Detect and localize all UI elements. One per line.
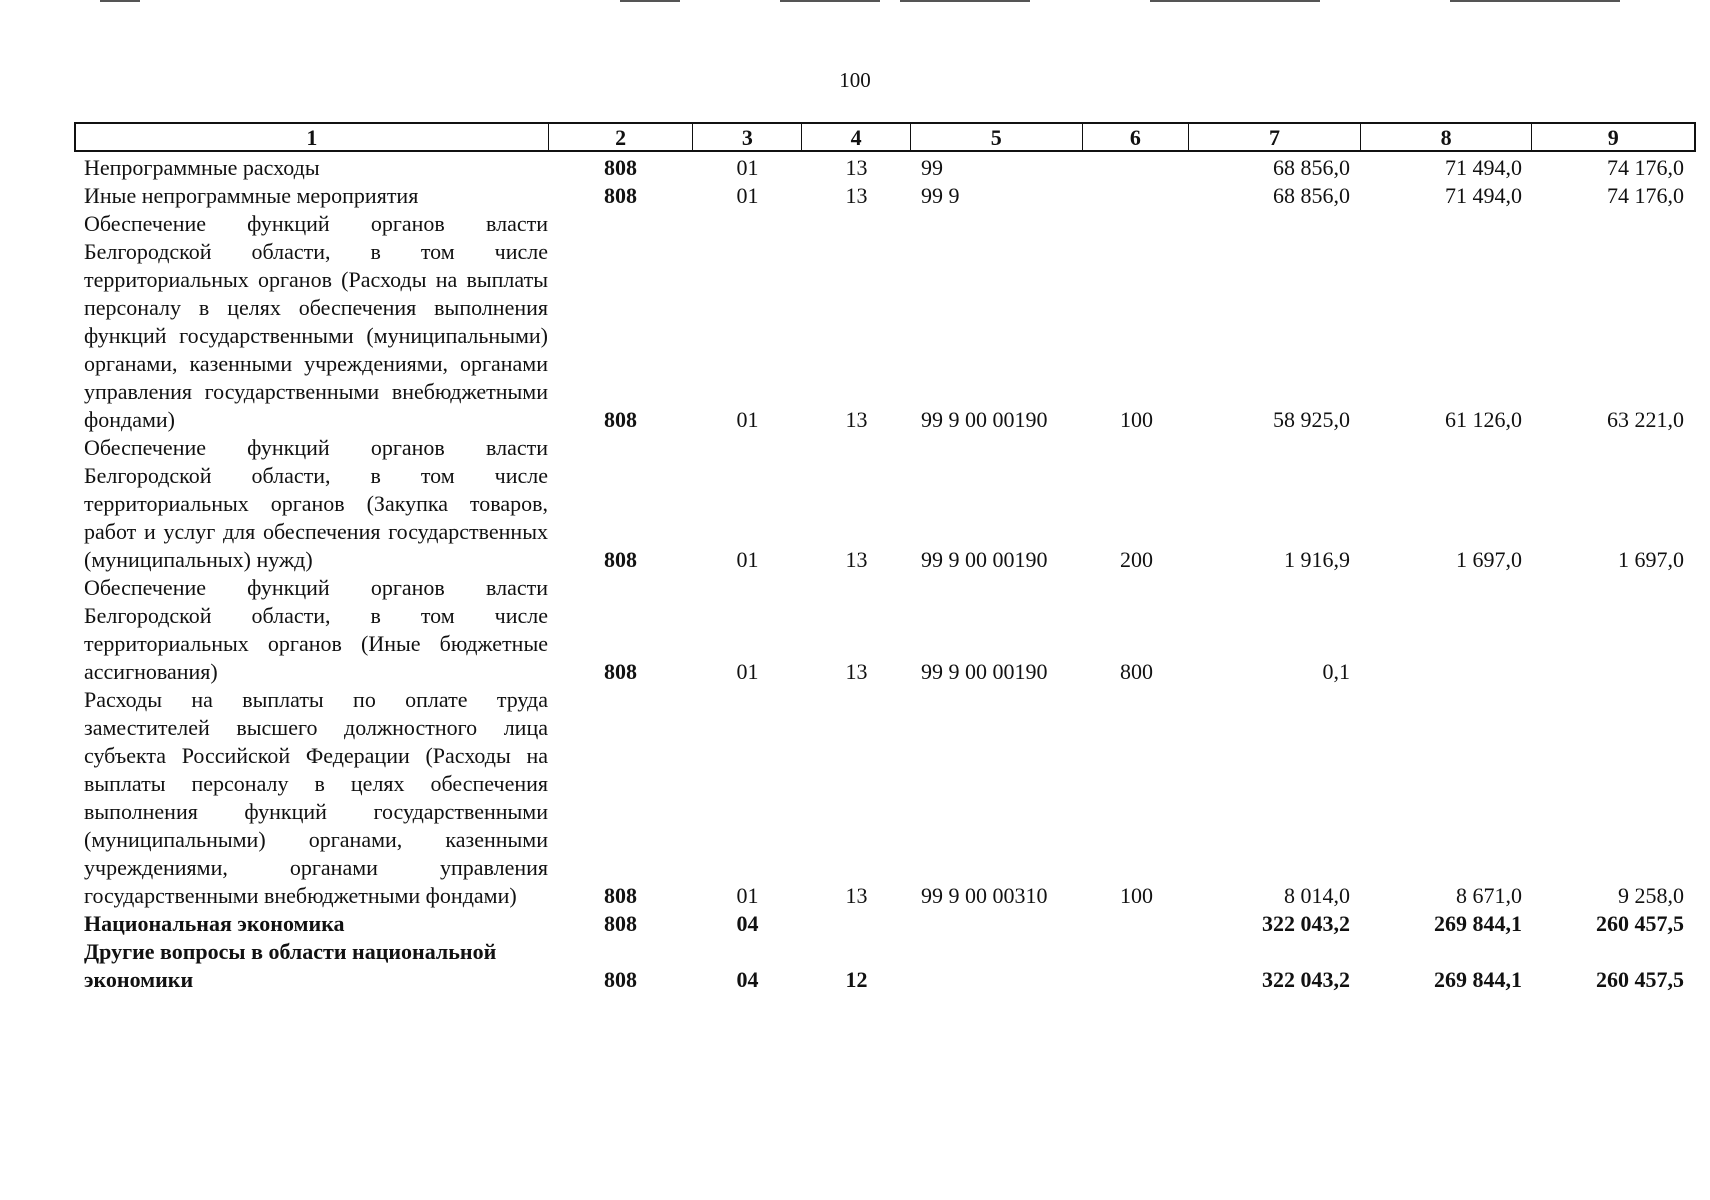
amount-col-7: 68 856,0 [1273, 155, 1350, 180]
header-col-8: 8 [1361, 124, 1533, 150]
admin-code: 808 [604, 883, 637, 908]
admin-code: 808 [604, 967, 637, 992]
expense-name: Расходы на выплаты по оплате труда заместителей высшего должностного лица субъекта Российской Федерации (Расходы на выплаты персоналу в целях обеспечения выполнения функций государственными (муниципальными) органами, казенными учреждениями, органами управления государственными внебюджетными фондами) [84, 687, 548, 908]
amount-col-7: 0,1 [1322, 659, 1350, 684]
header-col-7: 7 [1189, 124, 1361, 150]
admin-code: 808 [604, 659, 637, 684]
subsection-code: 13 [845, 407, 868, 432]
section-code: 01 [736, 155, 759, 180]
table-row [74, 938, 1696, 994]
expense-type: 100 [1120, 407, 1153, 432]
expense-name: Обеспечение функций органов власти Белгородской области, в том числе территориальных органов (Закупка товаров, работ и услуг для обеспечения государственных (муниципальных) нужд) [84, 435, 548, 572]
expense-name: Иные непрограммные мероприятия [84, 183, 419, 208]
section-code: 01 [736, 659, 759, 684]
admin-code: 808 [604, 183, 637, 208]
scan-artifact [100, 0, 140, 2]
section-code: 04 [736, 967, 759, 992]
amount-col-9: 74 176,0 [1607, 183, 1684, 208]
amount-col-7: 68 856,0 [1273, 183, 1350, 208]
table-row [74, 910, 1696, 938]
target-article: 99 [921, 155, 943, 180]
table-header [74, 122, 1696, 152]
scan-artifact [620, 0, 680, 2]
section-code: 01 [736, 407, 759, 432]
amount-col-9: 260 457,5 [1596, 911, 1684, 936]
subsection-code: 12 [845, 967, 868, 992]
amount-col-9: 74 176,0 [1607, 155, 1684, 180]
expense-name: Непрограммные расходы [84, 155, 320, 180]
table-row [74, 434, 1696, 574]
table-row [74, 182, 1696, 210]
amount-col-8: 1 697,0 [1456, 547, 1522, 572]
section-code: 01 [736, 183, 759, 208]
table-row [74, 210, 1696, 434]
amount-col-8: 269 844,1 [1434, 967, 1522, 992]
expense-name: Обеспечение функций органов власти Белгородской области, в том числе территориальных органов (Расходы на выплаты персоналу в целях обеспечения выполнения функций государственными (муниципальными) органами, казенными учреждениями, органами управления государственными внебюджетными фондами) [84, 211, 548, 432]
admin-code: 808 [604, 547, 637, 572]
section-code: 01 [736, 547, 759, 572]
amount-col-7: 8 014,0 [1284, 883, 1350, 908]
subsection-code: 13 [845, 155, 868, 180]
header-col-4: 4 [802, 124, 911, 150]
expense-name: Национальная экономика [84, 911, 345, 936]
scan-artifact [1450, 0, 1620, 2]
amount-col-8: 8 671,0 [1456, 883, 1522, 908]
target-article: 99 9 00 00190 [921, 659, 1048, 684]
amount-col-7: 322 043,2 [1262, 911, 1350, 936]
amount-col-7: 322 043,2 [1262, 967, 1350, 992]
amount-col-9: 260 457,5 [1596, 967, 1684, 992]
subsection-code: 13 [845, 883, 868, 908]
section-code: 04 [736, 911, 759, 936]
table-row [74, 686, 1696, 910]
amount-col-8: 61 126,0 [1445, 407, 1522, 432]
expense-type: 200 [1120, 547, 1153, 572]
subsection-code: 13 [845, 659, 868, 684]
admin-code: 808 [604, 155, 637, 180]
header-col-3: 3 [693, 124, 802, 150]
target-article: 99 9 00 00190 [921, 407, 1048, 432]
admin-code: 808 [604, 911, 637, 936]
header-col-6: 6 [1083, 124, 1190, 150]
admin-code: 808 [604, 407, 637, 432]
amount-col-7: 1 916,9 [1284, 547, 1350, 572]
scan-artifact [780, 0, 880, 2]
expense-name: Другие вопросы в области национальной экономики [84, 939, 497, 992]
subsection-code: 13 [845, 183, 868, 208]
amount-col-8: 71 494,0 [1445, 155, 1522, 180]
table-body [74, 154, 1696, 994]
header-col-9: 9 [1607, 125, 1619, 150]
amount-col-9: 63 221,0 [1607, 407, 1684, 432]
amount-col-7: 58 925,0 [1273, 407, 1350, 432]
target-article: 99 9 [921, 183, 960, 208]
table-row [74, 154, 1696, 182]
expense-type: 100 [1120, 883, 1153, 908]
header-col-2: 2 [549, 124, 694, 150]
section-code: 01 [736, 883, 759, 908]
table-row [74, 574, 1696, 686]
header-col-5: 5 [911, 124, 1083, 150]
amount-col-9: 9 258,0 [1618, 883, 1684, 908]
header-col-1: 1 [76, 124, 549, 150]
target-article: 99 9 00 00310 [921, 883, 1048, 908]
scan-artifact [1150, 0, 1320, 2]
amount-col-9: 1 697,0 [1618, 547, 1684, 572]
amount-col-8: 71 494,0 [1445, 183, 1522, 208]
amount-col-8: 269 844,1 [1434, 911, 1522, 936]
subsection-code: 13 [845, 547, 868, 572]
expense-name: Обеспечение функций органов власти Белгородской области, в том числе территориальных органов (Иные бюджетные ассигнования) [84, 575, 548, 684]
scan-artifact [900, 0, 1030, 2]
expense-type: 800 [1120, 659, 1153, 684]
target-article: 99 9 00 00190 [921, 547, 1048, 572]
page-number: 100 [839, 68, 871, 92]
